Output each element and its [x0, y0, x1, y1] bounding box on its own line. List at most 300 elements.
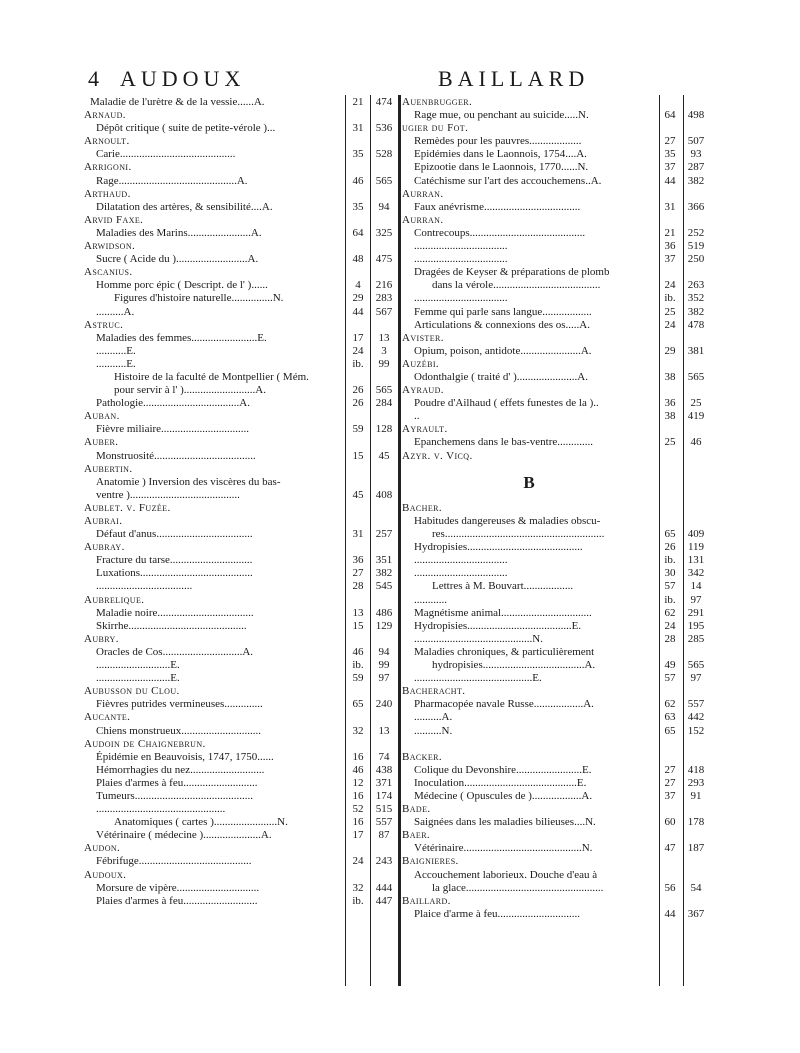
index-entry	[402, 201, 708, 214]
entry-text: Astruc.	[84, 318, 124, 331]
volume-number: 16	[352, 816, 364, 829]
volume-number: 38	[664, 410, 676, 423]
page-reference: 409	[687, 528, 705, 541]
page-reference: 13	[378, 724, 390, 737]
entry-text: Rage...........................................A.	[96, 174, 248, 187]
entry-text: Plaies d'armes à feu...........................	[96, 776, 258, 789]
index-entry	[402, 253, 708, 266]
entry-text: Dragées de Keyser & préparations de plomb	[414, 266, 610, 279]
entry-text: ..................................	[414, 253, 508, 266]
section-letter	[402, 476, 708, 489]
index-entry	[402, 816, 708, 829]
entry-text: Monstruosité.....................................	[96, 449, 256, 462]
index-entry	[84, 829, 396, 842]
entry-text: Baillard.	[402, 894, 451, 907]
volume-number: 46	[352, 174, 364, 187]
author-heading	[402, 122, 708, 135]
index-entry	[84, 148, 396, 161]
index-entry	[402, 698, 708, 711]
volume-number: 26	[352, 384, 364, 397]
page-reference: 94	[378, 645, 390, 658]
page-reference: 438	[375, 763, 393, 776]
volume-number: ib.	[352, 357, 364, 370]
entry-text: Oracles de Cos.............................A.	[96, 645, 254, 658]
page-reference: 352	[687, 292, 705, 305]
page-reference: 94	[378, 200, 390, 213]
index-entry	[84, 554, 396, 567]
volume-number: 12	[352, 776, 364, 789]
author-heading	[402, 751, 708, 764]
author-heading	[84, 161, 396, 174]
index-entry	[402, 711, 708, 724]
author-heading	[84, 594, 396, 607]
page-reference: 351	[375, 554, 393, 567]
index-entry	[402, 175, 708, 188]
author-heading	[84, 240, 396, 253]
index-entry	[402, 436, 708, 449]
volume-number: 65	[664, 724, 676, 737]
page-reference: 382	[687, 305, 705, 318]
volume-number: ib.	[352, 894, 364, 907]
page-reference: 13	[378, 331, 390, 344]
entry-text: Ayrault.	[402, 423, 448, 436]
volume-number: 44	[664, 174, 676, 187]
author-heading	[84, 109, 396, 122]
page-reference: 366	[687, 200, 705, 213]
entry-text: ...........E.	[96, 344, 136, 357]
page-reference: 187	[687, 842, 705, 855]
entry-text: Aubrai.	[84, 515, 123, 527]
volume-number: 59	[352, 423, 364, 436]
page-reference: 408	[375, 488, 393, 501]
author-heading	[84, 869, 396, 882]
entry-text: Articulations & connexions des os.....A.	[414, 318, 590, 331]
page-header	[88, 66, 708, 96]
entry-text: Epizootie dans le Laonnois, 1770......N.	[414, 161, 589, 174]
page-reference: 97	[378, 672, 390, 685]
index-entry	[84, 672, 396, 685]
author-heading	[84, 436, 396, 449]
entry-text: Fièvres putrides vermineuses..............	[96, 698, 263, 711]
page-reference: 97	[690, 593, 702, 606]
entry-text: ..........A.	[414, 711, 453, 724]
page-reference: 45	[378, 449, 390, 462]
entry-text: Aubrelique.	[84, 593, 145, 606]
page-reference: 252	[687, 226, 705, 239]
entry-text: ..................................	[414, 554, 508, 567]
volume-number: 27	[352, 567, 364, 580]
page-reference: 291	[687, 606, 705, 619]
page-reference: 419	[687, 410, 705, 423]
page-reference: 25	[690, 397, 702, 410]
index-entry	[84, 96, 396, 109]
entry-text: Arvid Faxe.	[84, 213, 144, 226]
index-entry	[402, 764, 708, 777]
index-entry	[402, 161, 708, 174]
page-reference: 97	[690, 672, 702, 685]
entry-text: Arthaud.	[84, 187, 131, 200]
volume-number: 13	[352, 606, 364, 619]
author-heading	[84, 738, 396, 751]
entry-text: ............	[414, 593, 447, 606]
author-heading	[84, 319, 396, 332]
volume-number: 30	[664, 567, 676, 580]
page-reference: 515	[375, 803, 393, 816]
page-reference: 74	[378, 750, 390, 763]
index-entry	[84, 698, 396, 711]
author-heading	[84, 515, 396, 528]
volume-number: 29	[664, 344, 676, 357]
page-reference: 382	[687, 174, 705, 187]
entry-text: Aurran.	[402, 187, 444, 200]
index-entry	[402, 292, 708, 305]
entry-text: Inoculation.........................................E.	[414, 776, 587, 789]
volume-number: 24	[664, 619, 676, 632]
page-reference: 565	[375, 174, 393, 187]
volume-number: 52	[352, 803, 364, 816]
author-heading	[402, 502, 708, 515]
entry-text: ...................................	[96, 580, 193, 593]
volume-number: 24	[352, 344, 364, 357]
index-entry	[84, 882, 396, 895]
index-entry	[84, 895, 396, 908]
volume-number: 27	[664, 763, 676, 776]
author-heading	[402, 214, 708, 227]
page-reference: 447	[375, 894, 393, 907]
volume-number: 35	[352, 148, 364, 161]
index-entry	[84, 253, 396, 266]
entry-text: Ayraud.	[402, 384, 444, 397]
entry-text: Catéchisme sur l'art des accouchemens..A.	[414, 174, 602, 187]
entry-text: Bacheracht.	[402, 685, 466, 698]
page-reference: 418	[687, 763, 705, 776]
index-entry	[402, 659, 708, 672]
index-entry	[84, 306, 396, 319]
index-entry	[84, 476, 396, 489]
entry-text: Maladies des femmes........................E.	[96, 331, 267, 344]
page-reference: 567	[375, 305, 393, 318]
index-entry	[84, 646, 396, 659]
entry-text: hydropisies.....................................A.	[432, 659, 596, 672]
index-entry	[402, 567, 708, 580]
index-entry	[402, 790, 708, 803]
entry-text: Dépôt critique ( suite de petite-vérole )...	[96, 122, 276, 135]
entry-text: Hydropisies..........................................	[414, 541, 583, 554]
author-heading	[84, 463, 396, 476]
entry-text: Maladie noire...................................	[96, 606, 254, 619]
volume-number: 37	[664, 161, 676, 174]
entry-text: Chiens monstrueux.............................	[96, 724, 261, 737]
entry-text: Arrigoni.	[84, 161, 132, 174]
left-index-column	[84, 96, 396, 908]
entry-text: Opium, poison, antidote......................A.	[414, 344, 592, 357]
entry-text: Arnaud.	[84, 109, 126, 122]
volume-number: 26	[352, 397, 364, 410]
volume-number: 37	[664, 253, 676, 266]
author-heading	[84, 266, 396, 279]
entry-text: ..........A.	[96, 305, 135, 318]
volume-number: ib.	[352, 659, 364, 672]
index-entry	[402, 633, 708, 646]
index-entry	[84, 227, 396, 240]
index-entry	[84, 292, 396, 305]
index-entry	[402, 109, 708, 122]
volume-number: 63	[664, 711, 676, 724]
entry-text: ...........................................N.	[414, 632, 543, 645]
author-heading	[84, 502, 396, 515]
entry-text: ...........E.	[96, 357, 136, 370]
index-entry	[402, 554, 708, 567]
index-entry	[402, 646, 708, 659]
volume-number: 48	[352, 253, 364, 266]
index-entry	[402, 620, 708, 633]
entry-text: Baignieres.	[402, 855, 459, 868]
page-reference: 46	[690, 436, 702, 449]
index-entry	[84, 607, 396, 620]
entry-text: Faux anévrisme...................................	[414, 200, 581, 213]
page-reference: 263	[687, 279, 705, 292]
author-heading	[402, 829, 708, 842]
index-entry	[84, 567, 396, 580]
page-reference: 284	[375, 397, 393, 410]
page-reference: 442	[687, 711, 705, 724]
index-entry	[84, 528, 396, 541]
page-reference: 178	[687, 816, 705, 829]
entry-text: Auenbrugger.	[402, 96, 473, 108]
index-entry	[402, 148, 708, 161]
page-reference: 240	[375, 698, 393, 711]
entry-text: Remèdes pour les pauvres...................	[414, 135, 582, 148]
volume-number: 65	[664, 528, 676, 541]
page-reference: 498	[687, 109, 705, 122]
volume-number: 64	[352, 226, 364, 239]
index-entry	[402, 240, 708, 253]
page-reference: 367	[687, 907, 705, 920]
author-heading	[402, 358, 708, 371]
author-heading	[402, 332, 708, 345]
page-reference: 195	[687, 619, 705, 632]
volume-number: 27	[664, 776, 676, 789]
entry-text: Aublet. v. Fuzée.	[84, 501, 171, 514]
entry-text: Magnétisme animal.................................	[414, 606, 592, 619]
page-reference: 128	[375, 423, 393, 436]
entry-text: la glace..................................................	[432, 881, 604, 894]
page-reference: 507	[687, 135, 705, 148]
page-reference: 14	[690, 580, 702, 593]
page-reference: 371	[375, 776, 393, 789]
page-reference: 519	[687, 240, 705, 253]
entry-text: Maladie de l'urètre & de la vessie......A.	[90, 96, 265, 108]
entry-text: Avister.	[402, 331, 444, 344]
index-entry	[84, 489, 396, 502]
volume-number: 31	[352, 122, 364, 135]
entry-text: Anatomie ) Inversion des viscères du bas-	[96, 475, 281, 488]
entry-text: ..................................	[414, 567, 508, 580]
entry-text: res..........................................................	[432, 528, 605, 541]
page-reference: 381	[687, 344, 705, 357]
page-reference: 565	[375, 384, 393, 397]
author-heading	[84, 541, 396, 554]
volume-number: 36	[664, 397, 676, 410]
page-reference: 285	[687, 632, 705, 645]
entry-text: Maladies des Marins.......................A.	[96, 226, 262, 239]
page-reference: 93	[690, 148, 702, 161]
page-reference: 486	[375, 606, 393, 619]
page-reference: 216	[375, 279, 393, 292]
entry-text: Aucante.	[84, 711, 131, 724]
index-entry	[84, 580, 396, 593]
author-heading	[84, 214, 396, 227]
column-divider	[398, 95, 401, 986]
volume-number: 29	[352, 292, 364, 305]
page-reference: 99	[378, 357, 390, 370]
page-reference: 325	[375, 226, 393, 239]
index-entry	[402, 738, 708, 751]
index-entry	[84, 659, 396, 672]
entry-text: Morsure de vipère..............................	[96, 881, 260, 894]
page-reference: 91	[690, 789, 702, 802]
entry-text: Epidémies dans le Laonnois, 1754....A.	[414, 148, 587, 161]
index-entry	[402, 528, 708, 541]
entry-text: ..................................	[414, 292, 508, 305]
volume-number: ib.	[664, 593, 676, 606]
author-heading	[84, 135, 396, 148]
volume-number: 56	[664, 881, 676, 894]
volume-number: 31	[352, 528, 364, 541]
index-entry	[402, 345, 708, 358]
entry-text: Épidémie en Beauvoisis, 1747, 1750......	[96, 750, 274, 763]
volume-number: 17	[352, 331, 364, 344]
author-heading	[402, 855, 708, 868]
page-reference: 152	[687, 724, 705, 737]
page-reference: 557	[687, 698, 705, 711]
volume-number: 35	[664, 148, 676, 161]
entry-text: B	[523, 475, 535, 489]
volume-number: 45	[352, 488, 364, 501]
entry-text: ..................................	[414, 240, 508, 253]
entry-text: Maladies chroniques, & particulièrement	[414, 645, 595, 658]
index-entry	[402, 580, 708, 593]
entry-text: Anatomiques ( cartes ).......................N.	[114, 816, 288, 829]
index-entry	[84, 855, 396, 868]
entry-text: Bacher.	[402, 501, 443, 514]
entry-text: Audoin de Chaignebrun.	[84, 737, 206, 750]
index-entry	[402, 515, 708, 528]
volume-number: 62	[664, 606, 676, 619]
page-reference: 478	[687, 318, 705, 331]
author-heading	[402, 450, 708, 463]
page-reference: 54	[690, 881, 702, 894]
index-entry	[402, 882, 708, 895]
entry-text: Carie..........................................	[96, 148, 236, 161]
index-entry	[84, 790, 396, 803]
entry-text: Hydropisies......................................E.	[414, 619, 582, 632]
entry-text: Femme qui parle sans langue..................	[414, 305, 592, 318]
volume-number: 65	[352, 698, 364, 711]
volume-number: 59	[352, 672, 364, 685]
volume-number: ib.	[664, 292, 676, 305]
volume-number: 35	[352, 200, 364, 213]
entry-text: Dilatation des artères, & sensibilité....A.	[96, 200, 273, 213]
index-entry	[84, 725, 396, 738]
entry-text: Odonthalgie ( traité d' )......................A.	[414, 370, 588, 383]
volume-number: 24	[352, 855, 364, 868]
index-entry	[84, 450, 396, 463]
entry-text: Baer.	[402, 829, 431, 842]
author-heading	[84, 842, 396, 855]
entry-text: Audon.	[84, 842, 121, 855]
volume-number: 49	[664, 659, 676, 672]
entry-text: Backer.	[402, 750, 443, 763]
entry-text: Aurran.	[402, 213, 444, 226]
volume-number: 62	[664, 698, 676, 711]
entry-text: Ascanius.	[84, 266, 133, 279]
author-heading	[402, 685, 708, 698]
page-number: 4	[88, 66, 104, 91]
volume-number: 4	[355, 279, 361, 292]
index-entry	[402, 227, 708, 240]
entry-text: ...........................E.	[96, 672, 180, 685]
volume-number: 44	[352, 305, 364, 318]
index-entry	[84, 332, 396, 345]
author-heading	[84, 711, 396, 724]
volume-number: 32	[352, 881, 364, 894]
entry-text: Accouchement laborieux. Douche d'eau à	[414, 868, 598, 881]
volume-number: 37	[664, 789, 676, 802]
page-reference: 444	[375, 881, 393, 894]
volume-number: 27	[664, 135, 676, 148]
entry-text: dans la vérole.......................................	[432, 279, 601, 292]
volume-number: 36	[352, 554, 364, 567]
index-entry	[402, 306, 708, 319]
entry-text: Tumeurs...........................................	[96, 789, 253, 802]
entry-text: Homme porc épic ( Descript. de l' )......	[96, 279, 268, 292]
index-entry	[84, 358, 396, 371]
index-entry	[84, 279, 396, 292]
volume-number: 57	[664, 580, 676, 593]
entry-text: Défaut d'anus...................................	[96, 528, 253, 541]
entry-text: ugier du Fot.	[402, 122, 469, 135]
author-heading	[84, 410, 396, 423]
index-entry	[402, 266, 708, 279]
index-entry	[402, 594, 708, 607]
index-entry	[84, 777, 396, 790]
entry-text: Auzébi.	[402, 357, 440, 370]
author-heading	[84, 633, 396, 646]
entry-text: Vétérinaire ( médecine ).....................A.	[96, 829, 272, 842]
author-heading	[84, 188, 396, 201]
page-reference: 174	[375, 789, 393, 802]
author-heading	[402, 188, 708, 201]
index-entry	[84, 201, 396, 214]
entry-text: Aubry.	[84, 632, 119, 645]
entry-text: ...........................E.	[96, 659, 180, 672]
page-reference: 131	[687, 554, 705, 567]
page-reference: 557	[375, 816, 393, 829]
entry-text: Figures d'histoire naturelle...............N.	[114, 292, 284, 305]
author-heading	[402, 384, 708, 397]
volume-number: 36	[664, 240, 676, 253]
page-reference: 474	[375, 96, 393, 108]
page-reference: 283	[375, 292, 393, 305]
index-entry	[84, 751, 396, 764]
volume-number: 15	[352, 449, 364, 462]
volume-number: 26	[664, 541, 676, 554]
page-reference: 87	[378, 829, 390, 842]
entry-text: Plaice d'arme à feu..............................	[414, 907, 581, 920]
entry-text: Habitudes dangereuses & maladies obscu-	[414, 515, 601, 527]
volume-number: 46	[352, 763, 364, 776]
